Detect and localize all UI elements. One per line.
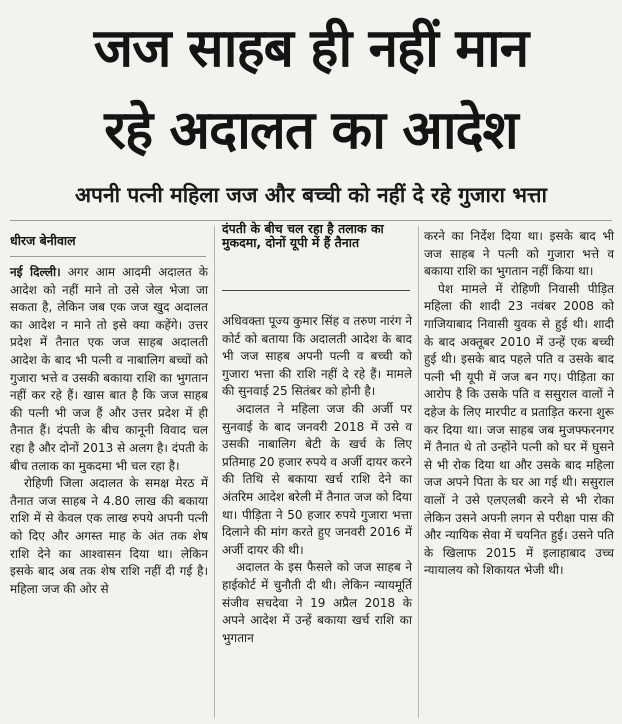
pull-quote-underline [222, 290, 410, 291]
column-1-paragraph-1 [10, 264, 208, 475]
article-column-3 [424, 228, 614, 580]
article-column-1 [10, 264, 208, 598]
column-2-paragraph-3: अदालत के इस फैसले को जज साहब ने हाईकोर्ट में चुनौती दी थी। लेकिन न्यायमूर्ति संजीव सचदेवा ने 19 अप्रैल 2018 के अपने आदेश में उन्हें बकाया खर्च राशि का भुगतान [222, 560, 412, 645]
article-column-2 [222, 313, 412, 647]
pull-quote: दंपती के बीच चल रहा है तलाक का मुकदमा, दोनों यूपी में हैं तैनात [222, 221, 384, 250]
column-1-lead-text: अगर आम आदमी अदालत के आदेश को नहीं माने तो उसे जेल भेजा जा सकता है, लेकिन जब एक जज खुद अदालत का आदेश न माने तो इसे क्या कहेंगे। उत्तर प्रदेश में तैनात एक जज साहब अदालती आदेश के बाद भी पत्नी व नाबालिग बच्चों को गुजारा भत्ते व उसकी बकाया राशि का भुगतान नहीं कर रहे हैं। खास बात है कि जज साहब की पत्नी भी जज हैं और उत्तर प्रदेश में ही तैनात हैं। दंपती के बीच कानूनी विवाद चल रहा है और दोनों 2013 से अलग है। दंपती के बीच तलाक का मुकदमा भी चल रहा है। [10, 265, 208, 473]
column-2-paragraph-2: अदालत ने महिला जज की अर्जी पर सुनवाई के बाद जनवरी 2018 में उसे व उसकी नाबालिग बेटी के खर्च के लिए प्रतिमाह 20 हजार रुपये व अर्जी दायर करने की तिथि से बकाया खर्च राशि देने का अंतरिम आदेश बरेली में तैनात जज को दिया था। पीड़िता ने 50 हजार रुपये गुजारा भत्ता दिलाने की मांग करते हुए जनवरी 2016 में अर्जी दायर की थी। [222, 401, 412, 557]
dateline: नई दिल्ली। [10, 265, 61, 279]
column-2-paragraph-1: अधिवक्ता पूज्य कुमार सिंह व तरुण नारंग ने कोर्ट को बताया कि अदालती आदेश के बाद भी जज साहब अपनी पत्नी व बच्ची को गुजारा भत्ता की राशि नहीं दे रहे हैं। मामले की सुनवाई 25 सितंबर को होनी है। [222, 314, 412, 399]
byline: धीरज बेनीवाल [10, 233, 76, 248]
column-3-paragraph-2: पेश मामले में रोहिणी निवासी पीड़ित महिला की शादी 23 नवंबर 2008 को गाजियाबाद निवासी युवक से हुई थी। शादी के बाद अक्तूबर 2010 में उन्हें एक बच्ची हुई थी। इसके बाद पहले पति व उसके बाद पत्नी भी यूपी में जज बन गए। पीड़िता का आरोप है कि उसके पति व ससुराल वालों ने दहेज के लिए मारपीट व प्रताड़ित करना शुरू कर दिया था। जज साहब जब मुजफ्फरनगर में तैनात थे तो उन्होंने पत्नी को घर में घुसने से भी रोक दिया था और उसके बाद महिला जज अपने पिता के घर आ गई थी। ससुराल वालों ने उसे एलएलबी करने से भी रोका लेकिन उसने अपनी लगन से परीक्षा पास की और न्यायिक सेवा में चयनित हुई। उसने पति के खिलाफ 2015 में इलाहाबाद उच्च न्यायालय को शिकायत भेजी थी। [424, 281, 614, 578]
headline-line-1: जज साहब ही नहीं मान [93, 18, 529, 79]
column-divider-2 [418, 226, 419, 718]
subheadline: अपनी पत्नी महिला जज और बच्ची को नहीं दे रहे गुजारा भत्ता [75, 183, 547, 207]
column-1-paragraph-2: रोहिणी जिला अदालत के समक्ष मेरठ में तैनात जज साहब ने 4.80 लाख की बकाया राशि में से केवल एक लाख रुपये अपनी पत्नी को दिए और अगस्त माह के अंत तक शेष राशि देने का आश्वासन दिया था। लेकिन इसके बाद अब तक शेष राशि नहीं दी गई है। महिला जज की ओर से [10, 476, 208, 596]
column-divider-1 [214, 226, 215, 718]
headline [0, 8, 622, 172]
headline-line-2: रहे अदालत का आदेश [104, 100, 518, 161]
column-3-paragraph-1: करने का निर्देश दिया था। इसके बाद भी जज साहब ने पत्नी को गुजारा भत्ते व बकाया राशि का भुगतान नहीं किया था। [424, 229, 614, 279]
byline-divider [10, 256, 206, 257]
